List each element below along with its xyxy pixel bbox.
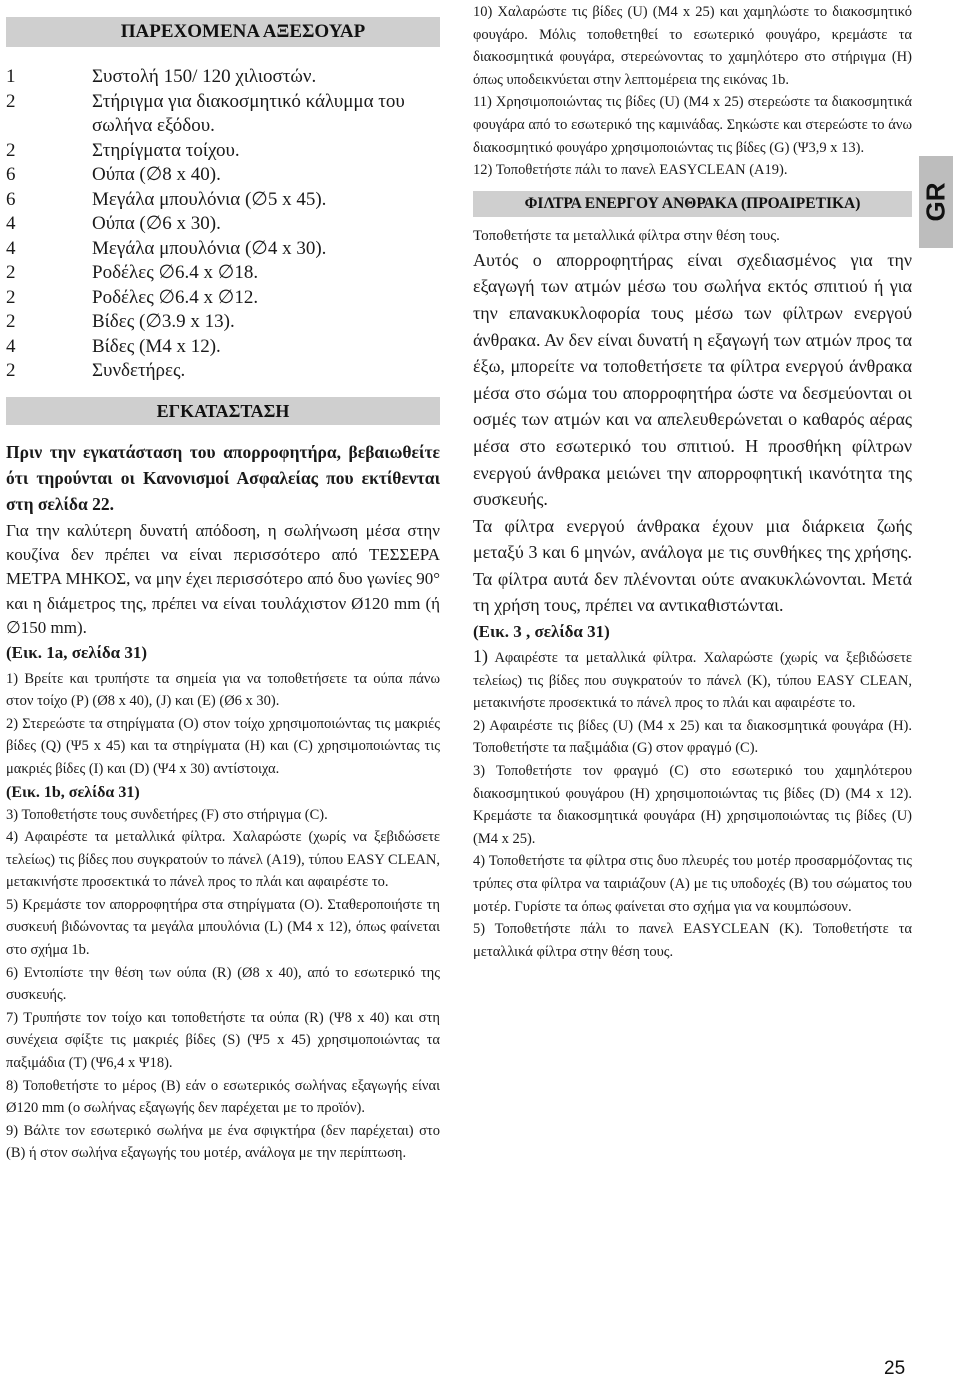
carbon-filters-heading: ΦΙΛΤΡΑ ΕΝΕΡΓΟΥ ΑΝΘΡΑΚΑ (ΠΡΟΑΙΡΕΤΙΚΑ) — [473, 191, 912, 217]
step-text: 1) Αφαιρέστε τα μεταλλικά φίλτρα. Χαλαρώστε (χωρίς να ξεβιδώσετε τελείως) τις βίδες που συγκρατούν το πάνελ (K), τύπου EASY CLEAN, μετακινήστε προσεκτικά το πάνελ προς το πλάι και αφαιρέστε το. — [473, 646, 913, 712]
list-item: 2 Βίδες (∅3.9 x 13). — [6, 311, 235, 332]
step-text: 12) Τοποθετήστε πάλι το πανελ EASYCLEAN (A19). — [473, 162, 788, 179]
step-text: 2) Στερεώστε τα στηρίγματα (O) στον τοίχο χρησιμοποιώντας τις μακριές βίδες (Q) (Ψ5 x 45) και τα στηρίγματα (H) και (C) χρησιμοποιώντας τις μακριές βίδες (I) και (D) (Ψ4 x 30) αντίστοιχα. — [6, 715, 440, 777]
carbon-paragraph: Αυτός ο απορροφητήρας είναι σχεδιασμένος για την εξαγωγή των ατμών μέσω του σωλήνα εκτός σπιτιού ή για την επανακυκλοφορία τους μέσω των φίλτρων ενεργού άνθρακα. Αν δεν είναι δυνατή η εξαγωγή των ατμών προς τα έξω, μπορείτε να τοποθετήσετε τα φίλτρα ενεργού άνθρακα μέσα στο σώμα του απορροφητήρα ώστε να δεσμεύονται οι οσμές των ατμών και να απελευθερώνεται ο καθαρός αέρας μέσα στο εσωτερικό του σπιτιού. Η προσθήκη φίλτρων ενεργού άνθρακα μειώνει την απορροφητική ικανότητα της συσκευής. — [473, 249, 912, 510]
figure-reference: (Εικ. 1b, σελίδα 31) — [6, 783, 140, 801]
right-column — [473, 0, 912, 963]
step-text: 3) Τοποθετήστε τους συνδετήρες (F) στο στήριγμα (C). — [6, 806, 328, 823]
list-item: 4 Βίδες (M4 x 12). — [6, 335, 221, 357]
figure-reference: (Εικ. 1a, σελίδα 31) — [6, 642, 148, 662]
step-text: 5) Κρεμάστε τον απορροφητήρα στα στηρίγματα (O). Σταθεροποιήστε τη συσκευή βιδώνοντας τα μεγάλα μπουλόνια (L) (M4 x 12), όπως φαίνεται στο σχήμα 1b. — [6, 896, 440, 959]
step-text: 9) Βάλτε τον εσωτερικό σωλήνα με ένα σφιγκτήρα (δεν παρέχεται) στο (B) ή στον σωλήνα εξαγωγής του μοτέρ, ανάλογα με την περίπτωση. — [6, 1122, 440, 1162]
step-text: 1) Βρείτε και τρυπήστε τα σημεία για να τοποθετήσετε τα ούπα πάνω στον τοίχο (P) (Ø8 x 40), (J) και (E) (Ø6 x 30). — [6, 670, 440, 710]
figure-reference: (Εικ. 3 , σελίδα 31) — [473, 622, 610, 642]
installation-steps-continued — [473, 1, 912, 182]
step-text: 4) Αφαιρέστε τα μεταλλικά φίλτρα. Χαλαρώστε (χωρίς να ξεβιδώσετε τελείως) τις βίδες που συγκρατούν το πάνελ (A19), τύπου EASY CLEAN, μετακινήστε προσεκτικά το πάνελ προς το πλάι και αφαιρέστε το. — [6, 829, 440, 891]
step-text: 4) Τοποθετήστε τα φίλτρα στις δυο πλευρές του μοτέρ προσαρμόζοντας τις τρύπες στα φίλτρα να ταιριάζουν (A) με τις υποδοχές (B) του σώματος του μοτέρ. Γυρίστε τα όπως φαίνεται στο σχήμα για να κουμπώσουν. — [473, 853, 912, 915]
page-number: 25 — [884, 1358, 906, 1379]
list-item: 2 Στηρίγματα τοίχου. — [6, 139, 240, 161]
step-text: 10) Χαλαρώστε τις βίδες (U) (M4 x 25) και χαμηλώστε το διακοσμητικό φουγάρο. Μόλις τοποθετηθεί το εσωτερικό φουγάρο, κρεμάστε τα διακοσμητικά φουγάρα, στερεώνοντας το χαμηλότερο στο στήριγμα (H) όπως υποδεικνύεται στην λεπτομέρεια της εικόνας 1b. — [473, 4, 912, 88]
step-text: 3) Τοποθετήστε τον φραγμό (C) στο εσωτερικό του χαμηλότερου διακοσμητικού φουγάρου (H) χρησιμοποιώντας τις βίδες (D) (M4 x 12). Κρεμάστε τα διακοσμητικά φουγάρα (H) χρησιμοποιώντας τις βίδες (U) (M4 x 25). — [473, 763, 912, 847]
accessories-list — [6, 65, 440, 384]
step-text: 2) Αφαιρέστε τις βίδες (U) (M4 x 25) και τα διακοσμητικά φουγάρα (H). Τοποθετήστε τα παξιμάδια (G) στον φραγμό (C). — [473, 717, 912, 757]
list-item: 6 Μεγάλα μπουλόνια (∅5 x 45). — [6, 188, 327, 210]
language-tab — [919, 156, 953, 248]
list-item: 6 Ούπα (∅8 x 40). — [6, 164, 221, 185]
step-text: 6) Εντοπίστε την θέση των ούπα (R) (Ø8 x 40), από το εσωτερικό της συσκευής. — [6, 964, 440, 1004]
step-text: 7) Τρυπήστε τον τοίχο και τοποθετήστε τα ούπα (R) (Ψ8 x 40) και στη συνέχεια σφίξτε τις μακριές βίδες (S) (Ψ5 x 45) χρησιμοποιώντας τα παξιμάδια (T) (Ψ6,4 x Ψ18). — [6, 1009, 440, 1072]
carbon-paragraph: Τα φίλτρα ενεργού άνθρακα έχουν μια διάρκεια ζωής μεταξύ 3 και 6 μηνών, ανάλογα με τις συνθήκες της χρήσης. Τα φίλτρα αυτά δεν πλένονται ούτε ανακυκλώνονται. Μετά τη χρήση τους, πρέπει να αντικαθιστώνται. — [473, 515, 912, 616]
intro-paragraph: Για την καλύτερη δυνατή απόδοση, η σωλήνωση μέσα στην κουζίνα δεν πρέπει να είναι περισσότερο από ΤΕΣΣΕΡΑ ΜΕΤΡΑ ΜΗΚΟΣ, να μην έχει περισσότερο από δυο γωνίες 90° και η διάμετρος της, πρέπει να είναι τουλάχιστον Ø120 mm (ή ∅150 mm). — [6, 520, 440, 638]
carbon-steps — [473, 645, 912, 963]
safety-note: Πριν την εγκατάσταση του απορροφητήρα, βεβαιωθείτε ότι τηρούνται οι Κανονισμοί Ασφαλείας που εκτίθενται στη σελίδα 22. — [6, 441, 440, 514]
accessories-heading: ΠΑΡΕΧΟΜΕΝΑ ΑΞΕΣΟΥΑΡ — [6, 17, 440, 47]
list-item: 2 Συνδετήρες. — [6, 360, 186, 381]
list-item: 2 Ροδέλες ∅6.4 x ∅12. — [6, 286, 259, 308]
lead-text: Τοποθετήστε τα μεταλλικά φίλτρα στην θέση τους. — [473, 227, 780, 244]
installation-steps — [6, 668, 440, 1165]
language-label: GR — [920, 182, 951, 222]
list-item: 1 Συστολή 150/ 120 χιλιοστών. — [6, 66, 317, 87]
list-item: 2 Ροδέλες ∅6.4 x ∅18. — [6, 262, 259, 283]
list-item: 4 Ούπα (∅6 x 30). — [6, 213, 221, 234]
installation-heading: ΕΓΚΑΤΑΣΤΑΣΗ — [6, 397, 440, 425]
step-text: 11) Χρησιμοποιώντας τις βίδες (U) (M4 x 25) στερεώστε τα διακοσμητικά φουγάρα από το εσωτερικό της καμινάδας. Σηκώστε και στερεώστε το άνω διακοσμητικό φουγάρο χρησιμοποιώντας τις βίδες (G) (Ψ3,9 x 13). — [473, 94, 912, 156]
step-text: 5) Τοποθετήστε πάλι το πανελ EASYCLEAN (K). Τοποθετήστε τα μεταλλικά φίλτρα στην θέση τους. — [473, 921, 912, 960]
list-item: 4 Μεγάλα μπουλόνια (∅4 x 30). — [6, 237, 327, 259]
left-column — [6, 0, 440, 1165]
list-item: 2 Στήριγμα για διακοσμητικό κάλυμμα του σωλήνα εξόδου. — [6, 90, 405, 136]
step-text: 8) Τοποθετήστε το μέρος (B) εάν ο εσωτερικός σωλήνας εξαγωγής είναι Ø120 mm (ο σωλήνας εξαγωγής δεν παρέχεται με το προϊόν). — [6, 1077, 440, 1117]
